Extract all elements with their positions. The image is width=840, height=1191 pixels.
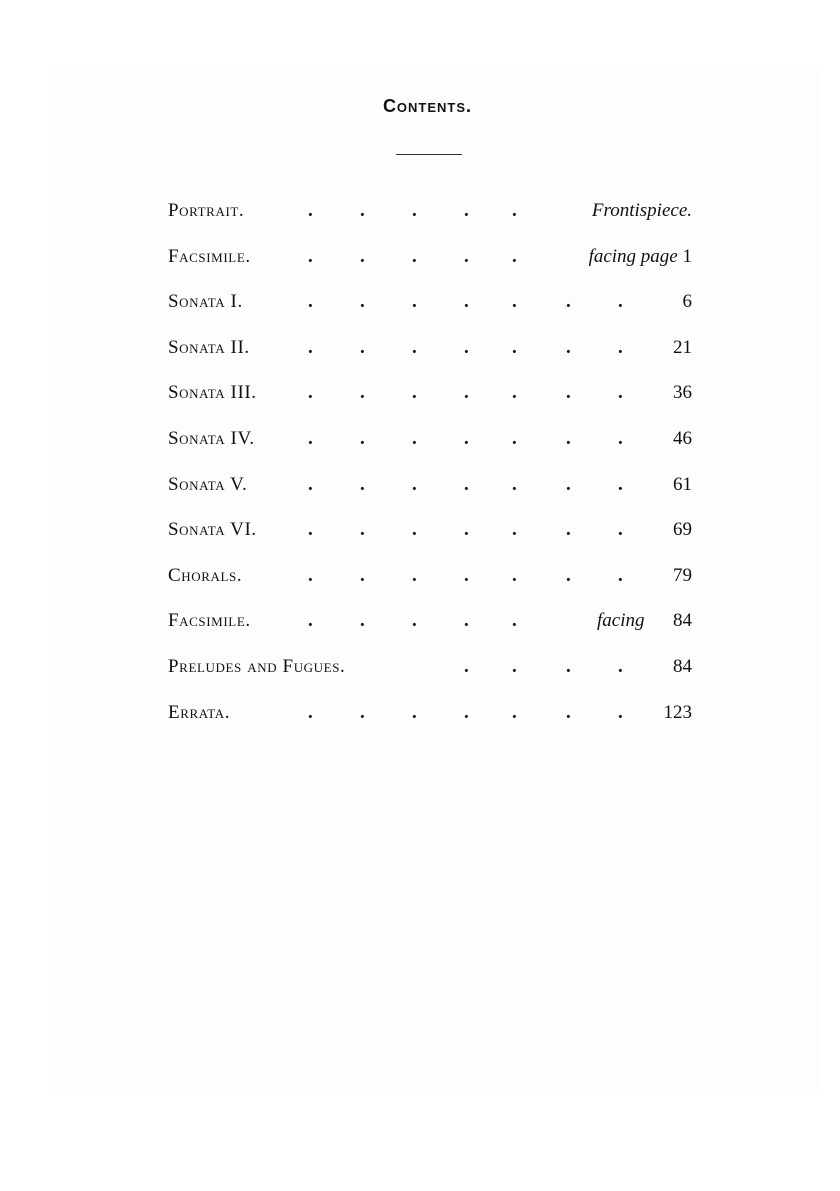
- entry-label: Sonata I.: [168, 291, 243, 313]
- leader-dot: .: [412, 610, 417, 632]
- entry-label: Facsimile.: [168, 245, 251, 267]
- leader-dot: .: [566, 473, 571, 495]
- entry-page-number: 61: [673, 473, 692, 495]
- entry-page-number: 21: [673, 336, 692, 358]
- leader-dot: .: [308, 473, 313, 495]
- entry-page-number: 84: [673, 610, 692, 632]
- leader-dot: .: [464, 701, 469, 723]
- leader-dot: .: [618, 382, 623, 404]
- entry-label: Sonata III.: [168, 382, 257, 404]
- leader-dot: .: [464, 655, 469, 677]
- leader-dot: .: [360, 610, 365, 632]
- leader-dot: .: [618, 564, 623, 586]
- entry-page-number: 69: [673, 519, 692, 541]
- entry-label: Sonata VI.: [168, 519, 257, 541]
- leader-dot: .: [512, 200, 517, 221]
- leader-dot: .: [308, 200, 313, 221]
- leader-dot: .: [308, 519, 313, 541]
- leader-dot: .: [360, 382, 365, 404]
- leader-dot: .: [412, 564, 417, 586]
- toc-entry-errata[interactable]: [168, 698, 692, 744]
- entry-page-ref: [597, 610, 692, 632]
- toc-entry-sonata-5[interactable]: [168, 470, 692, 516]
- leader-dot: .: [308, 610, 313, 632]
- leader-dot: .: [618, 473, 623, 495]
- toc-entry-facsimile[interactable]: [168, 242, 692, 288]
- leader-dot: .: [308, 336, 313, 358]
- leader-dot: .: [464, 610, 469, 632]
- toc-entry-chorals[interactable]: [168, 561, 692, 607]
- leader-dot: .: [464, 291, 469, 313]
- leader-dot: .: [618, 291, 623, 313]
- leader-dot: .: [512, 701, 517, 723]
- leader-dot: .: [308, 382, 313, 404]
- leader-dot: .: [512, 655, 517, 677]
- leader-dot: .: [412, 473, 417, 495]
- leader-dot: .: [566, 291, 571, 313]
- leader-dot: .: [360, 200, 365, 221]
- title-rule: [396, 154, 462, 155]
- entry-page-ref-italic: facing page: [588, 245, 678, 267]
- toc-entry-preludes-and-fugues[interactable]: [168, 652, 692, 698]
- entry-label: Chorals.: [168, 564, 243, 586]
- leader-dot: .: [512, 610, 517, 632]
- leader-dot: .: [412, 200, 417, 221]
- leader-dot: .: [512, 473, 517, 495]
- leader-dot: .: [618, 701, 623, 723]
- leader-dot: .: [360, 336, 365, 358]
- leader-dot: .: [512, 291, 517, 313]
- leader-dot: .: [464, 245, 469, 267]
- leader-dot: .: [512, 564, 517, 586]
- leader-dot: .: [360, 519, 365, 541]
- leader-dot: .: [308, 245, 313, 267]
- leader-dot: .: [464, 382, 469, 404]
- leader-dot: .: [308, 427, 313, 449]
- leader-dot: .: [618, 427, 623, 449]
- leader-dot: .: [412, 427, 417, 449]
- leader-dot: .: [512, 519, 517, 541]
- leader-dot: .: [412, 336, 417, 358]
- leader-dot: .: [512, 427, 517, 449]
- leader-dot: .: [412, 382, 417, 404]
- leader-dot: .: [566, 519, 571, 541]
- leader-dot: .: [308, 564, 313, 586]
- leader-dot: .: [412, 701, 417, 723]
- leader-dot: .: [566, 336, 571, 358]
- leader-dot: .: [566, 701, 571, 723]
- leader-dot: .: [566, 427, 571, 449]
- entry-page-number: 36: [673, 382, 692, 404]
- leader-dot: .: [360, 564, 365, 586]
- entry-label: Sonata V.: [168, 473, 248, 495]
- leader-dot: .: [360, 473, 365, 495]
- leader-dot: .: [360, 427, 365, 449]
- leader-dot: .: [412, 519, 417, 541]
- leader-dot: .: [464, 519, 469, 541]
- contents-list: [168, 196, 692, 743]
- leader-dot: .: [308, 701, 313, 723]
- toc-entry-sonata-3[interactable]: [168, 378, 692, 424]
- leader-dot: .: [360, 291, 365, 313]
- entry-page-number: 46: [673, 427, 692, 449]
- page-title: Contents.: [382, 96, 473, 116]
- leader-dot: .: [412, 245, 417, 267]
- toc-entry-sonata-1[interactable]: [168, 287, 692, 333]
- entry-label: Sonata IV.: [168, 427, 255, 449]
- leader-dot: .: [566, 655, 571, 677]
- leader-dot: .: [618, 655, 623, 677]
- leader-dot: .: [512, 382, 517, 404]
- entry-page-number: 123: [663, 701, 692, 723]
- leader-dot: .: [566, 382, 571, 404]
- toc-entry-sonata-2[interactable]: [168, 333, 692, 379]
- entry-label: Portrait.: [168, 200, 245, 221]
- entry-page-ref-italic: facing: [597, 610, 645, 632]
- entry-page-ref: Frontispiece.: [591, 200, 692, 221]
- leader-dot: .: [618, 519, 623, 541]
- entry-label: Sonata II.: [168, 336, 250, 358]
- toc-entry-sonata-4[interactable]: [168, 424, 692, 470]
- leader-dot: .: [464, 427, 469, 449]
- leader-dot: .: [412, 291, 417, 313]
- leader-dot: .: [464, 336, 469, 358]
- leader-dot: .: [464, 200, 469, 221]
- entry-label: Errata.: [168, 701, 231, 723]
- leader-dot: .: [566, 564, 571, 586]
- toc-entry-facsimile-2[interactable]: [168, 606, 692, 652]
- leader-dot: .: [464, 564, 469, 586]
- toc-entry-portrait[interactable]: [168, 196, 692, 242]
- leader-dot: .: [360, 245, 365, 267]
- leader-dot: .: [618, 336, 623, 358]
- entry-page-ref: [589, 246, 692, 268]
- leader-dot: .: [360, 701, 365, 723]
- leader-dot: .: [512, 336, 517, 358]
- entry-page-number: 84: [673, 655, 692, 677]
- entry-label: Facsimile.: [168, 610, 251, 632]
- toc-entry-sonata-6[interactable]: [168, 515, 692, 561]
- leader-dot: .: [464, 473, 469, 495]
- entry-page-number: 6: [682, 291, 692, 313]
- leader-dot: .: [308, 291, 313, 313]
- entry-page-number: 1: [682, 245, 692, 267]
- entry-page-number: 79: [673, 564, 692, 586]
- leader-dot: .: [512, 245, 517, 267]
- entry-label: Preludes and Fugues.: [168, 655, 346, 677]
